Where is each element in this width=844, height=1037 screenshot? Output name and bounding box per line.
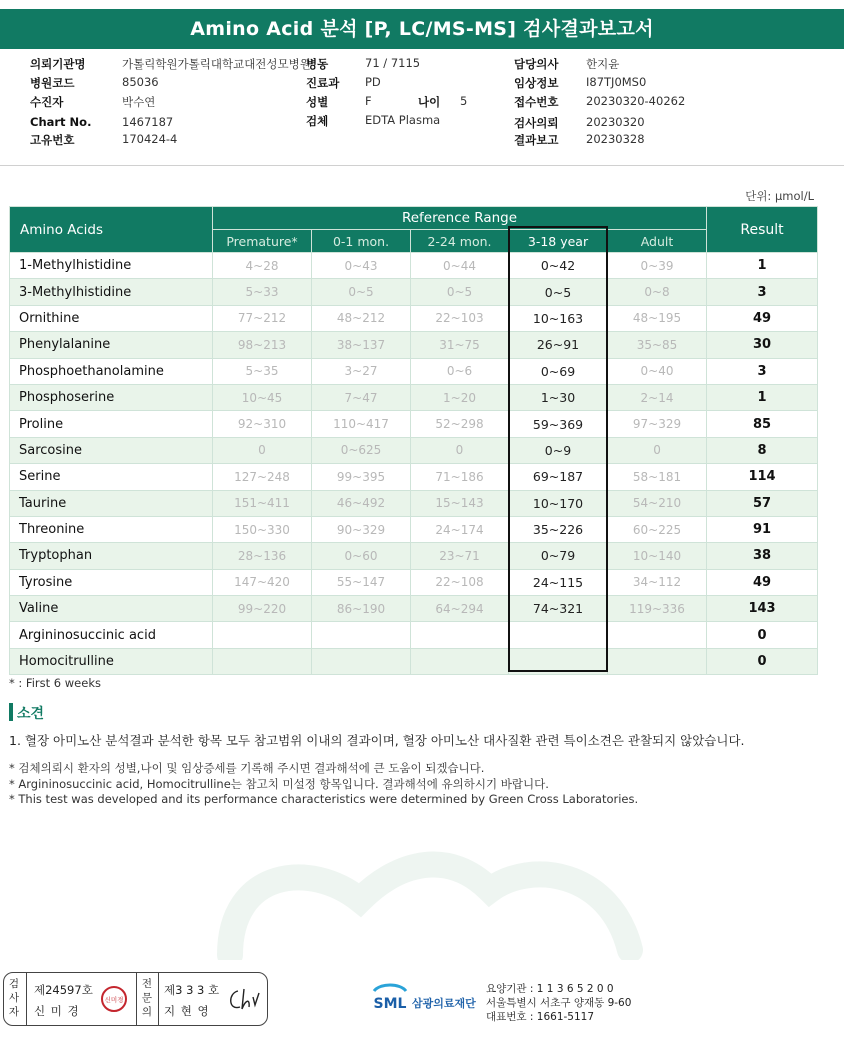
reference-range-cell: 0~625 bbox=[312, 437, 411, 463]
reference-range-cell: 99~395 bbox=[312, 464, 411, 490]
reference-range-cell: 10~140 bbox=[608, 543, 707, 569]
doctor-label: 담당의사 bbox=[514, 57, 559, 71]
reference-range-cell: 1~30 bbox=[509, 384, 608, 410]
specialist-license: 제3 3 3 호 bbox=[164, 983, 220, 997]
patient-value: 박수연 bbox=[122, 95, 156, 109]
svg-text:신미경: 신미경 bbox=[104, 996, 124, 1004]
reference-range-cell: 38~137 bbox=[312, 332, 411, 358]
reference-range-cell: 7~47 bbox=[312, 384, 411, 410]
reference-range-cell: 92~310 bbox=[213, 411, 312, 437]
col-header-reference-range: Reference Range bbox=[213, 207, 707, 230]
address: 서울특별시 서초구 양재동 9-60 bbox=[486, 997, 632, 1009]
amino-acid-name: Threonine bbox=[10, 516, 213, 542]
col-header-0-1-mon: 0-1 mon. bbox=[312, 230, 411, 253]
reference-range-cell: 35~226 bbox=[509, 516, 608, 542]
table-row bbox=[10, 543, 818, 569]
reference-range-cell: 90~329 bbox=[312, 516, 411, 542]
institution-value: 가톨릭학원가톨릭대학교대전성모병원 bbox=[122, 57, 311, 71]
specialist-vertical-label: 전 문 의 bbox=[141, 978, 153, 1018]
reference-range-cell: 0~40 bbox=[608, 358, 707, 384]
reference-range-cell: 31~75 bbox=[411, 332, 509, 358]
report-title: Amino Acid 분석 [P, LC/MS-MS] 검사결과보고서 bbox=[0, 9, 844, 49]
reference-range-cell: 64~294 bbox=[411, 596, 509, 622]
reference-range-cell: 35~85 bbox=[608, 332, 707, 358]
request-value: 20230320 bbox=[586, 115, 645, 129]
hospital-code-value: 85036 bbox=[122, 75, 159, 89]
specimen-value: EDTA Plasma bbox=[365, 113, 441, 127]
reference-range-cell: 150~330 bbox=[213, 516, 312, 542]
reference-range-cell: 0~5 bbox=[312, 279, 411, 305]
reference-range-cell: 110~417 bbox=[312, 411, 411, 437]
result-cell: 1 bbox=[707, 384, 818, 410]
table-row bbox=[10, 622, 818, 648]
reference-range-cell bbox=[608, 648, 707, 674]
result-cell: 3 bbox=[707, 279, 818, 305]
dept-value: PD bbox=[365, 75, 381, 89]
tester-license: 제24597호 bbox=[34, 983, 93, 997]
amino-acid-name: Sarcosine bbox=[10, 437, 213, 463]
reference-range-cell: 3~27 bbox=[312, 358, 411, 384]
ward-value: 71 / 7115 bbox=[365, 56, 421, 70]
amino-acid-name: Tryptophan bbox=[10, 543, 213, 569]
amino-acid-name: Phosphoethanolamine bbox=[10, 358, 213, 384]
reference-range-cell: 22~103 bbox=[411, 305, 509, 331]
reference-range-cell: 60~225 bbox=[608, 516, 707, 542]
section-marker bbox=[9, 703, 13, 721]
table-row bbox=[10, 437, 818, 463]
reference-range-cell: 99~220 bbox=[213, 596, 312, 622]
reference-range-cell: 98~213 bbox=[213, 332, 312, 358]
reference-range-cell: 1~20 bbox=[411, 384, 509, 410]
finding-text: 1. 혈장 아미노산 분석결과 분석한 항목 모두 참고범위 이내의 결과이며, 혈장 아미노산 대사질환 관련 특이소견은 관찰되지 않았습니다. bbox=[9, 733, 745, 748]
reference-range-cell: 0~60 bbox=[312, 543, 411, 569]
result-cell: 38 bbox=[707, 543, 818, 569]
org-name: 삼광의료재단 bbox=[412, 997, 476, 1010]
note-3: * This test was developed and its performance characteristics were determined by Green Cross Laboratories. bbox=[9, 792, 639, 806]
table-row bbox=[10, 279, 818, 305]
amino-acid-name: Phosphoserine bbox=[10, 384, 213, 410]
patient-label: 수진자 bbox=[30, 95, 64, 109]
reference-range-cell bbox=[509, 648, 608, 674]
reference-range-cell: 127~248 bbox=[213, 464, 312, 490]
reference-range-cell: 0~79 bbox=[509, 543, 608, 569]
result-cell: 30 bbox=[707, 332, 818, 358]
tester-seal-icon bbox=[100, 985, 128, 1013]
amino-acid-name: Phenylalanine bbox=[10, 332, 213, 358]
table-row bbox=[10, 384, 818, 410]
reference-range-cell: 55~147 bbox=[312, 569, 411, 595]
tester-name: 신 미 경 bbox=[34, 1004, 80, 1018]
header-divider bbox=[0, 165, 844, 166]
reference-range-cell: 48~212 bbox=[312, 305, 411, 331]
institution-label: 의뢰기관명 bbox=[30, 57, 86, 71]
reference-range-cell: 24~174 bbox=[411, 516, 509, 542]
reference-range-cell: 34~112 bbox=[608, 569, 707, 595]
reference-range-cell: 23~71 bbox=[411, 543, 509, 569]
reference-range-cell: 10~45 bbox=[213, 384, 312, 410]
reference-range-cell: 0~39 bbox=[608, 253, 707, 279]
reference-range-cell: 28~136 bbox=[213, 543, 312, 569]
reference-range-cell: 54~210 bbox=[608, 490, 707, 516]
table-row bbox=[10, 596, 818, 622]
col-header-premature: Premature* bbox=[213, 230, 312, 253]
reference-range-cell bbox=[312, 648, 411, 674]
ward-label: 병동 bbox=[306, 57, 329, 71]
patient-header bbox=[0, 52, 844, 156]
reference-range-cell: 26~91 bbox=[509, 332, 608, 358]
amino-acid-name: Homocitrulline bbox=[10, 648, 213, 674]
sex-value: F bbox=[365, 94, 372, 108]
signature-box bbox=[3, 972, 268, 1026]
report-date-value: 20230328 bbox=[586, 132, 645, 146]
reference-range-cell: 58~181 bbox=[608, 464, 707, 490]
reference-range-cell: 5~35 bbox=[213, 358, 312, 384]
reference-range-cell bbox=[509, 622, 608, 648]
care-code: 요양기관 : 1 1 3 6 5 2 0 0 bbox=[486, 983, 614, 995]
table-row bbox=[10, 253, 818, 279]
age-value: 5 bbox=[460, 94, 468, 108]
unique-no-label: 고유번호 bbox=[30, 133, 75, 147]
unit-label: 단위: μmol/L bbox=[745, 189, 814, 203]
specialist-name: 지 현 영 bbox=[164, 1004, 210, 1018]
reference-range-cell: 2~14 bbox=[608, 384, 707, 410]
sex-label: 성별 bbox=[306, 95, 329, 109]
section-title: 소견 bbox=[17, 706, 45, 722]
reference-range-cell: 0~8 bbox=[608, 279, 707, 305]
footnote: * : First 6 weeks bbox=[9, 676, 101, 690]
amino-acid-name: 1-Methylhistidine bbox=[10, 253, 213, 279]
table-row bbox=[10, 464, 818, 490]
table-row bbox=[10, 358, 818, 384]
table-row bbox=[10, 305, 818, 331]
reference-range-cell: 0~43 bbox=[312, 253, 411, 279]
reference-range-cell bbox=[312, 622, 411, 648]
reference-range-cell: 0~44 bbox=[411, 253, 509, 279]
reference-range-cell: 59~369 bbox=[509, 411, 608, 437]
reference-range-cell: 46~492 bbox=[312, 490, 411, 516]
reference-range-cell: 0~5 bbox=[411, 279, 509, 305]
result-cell: 114 bbox=[707, 464, 818, 490]
reference-range-cell bbox=[213, 648, 312, 674]
result-cell: 3 bbox=[707, 358, 818, 384]
reference-range-cell: 0~69 bbox=[509, 358, 608, 384]
amino-acid-name: Tyrosine bbox=[10, 569, 213, 595]
result-cell: 8 bbox=[707, 437, 818, 463]
reference-range-cell: 69~187 bbox=[509, 464, 608, 490]
hospital-code-label: 병원코드 bbox=[30, 76, 75, 90]
reference-range-cell: 147~420 bbox=[213, 569, 312, 595]
reference-range-cell: 74~321 bbox=[509, 596, 608, 622]
amino-acid-name: 3-Methylhistidine bbox=[10, 279, 213, 305]
col-header-3-18-year: 3-18 year bbox=[509, 230, 608, 253]
chart-no-value: 1467187 bbox=[122, 115, 174, 129]
result-cell: 49 bbox=[707, 569, 818, 595]
reference-range-cell: 86~190 bbox=[312, 596, 411, 622]
reference-range-cell bbox=[213, 622, 312, 648]
reference-range-cell: 24~115 bbox=[509, 569, 608, 595]
reference-range-cell: 77~212 bbox=[213, 305, 312, 331]
reference-range-cell bbox=[608, 622, 707, 648]
table-row bbox=[10, 569, 818, 595]
specialist-signature-icon bbox=[226, 985, 264, 1015]
reference-range-cell: 71~186 bbox=[411, 464, 509, 490]
reference-range-cell: 0~5 bbox=[509, 279, 608, 305]
reference-range-cell: 0 bbox=[608, 437, 707, 463]
receipt-value: 20230320-40262 bbox=[586, 94, 686, 108]
reference-range-cell: 0~9 bbox=[509, 437, 608, 463]
doctor-value: 한지윤 bbox=[586, 57, 620, 71]
reference-range-cell: 10~163 bbox=[509, 305, 608, 331]
result-cell: 143 bbox=[707, 596, 818, 622]
reference-range-cell: 0 bbox=[411, 437, 509, 463]
sml-logo-icon bbox=[370, 981, 410, 1019]
phone: 대표번호 : 1661-5117 bbox=[486, 1011, 595, 1023]
result-cell: 85 bbox=[707, 411, 818, 437]
result-cell: 0 bbox=[707, 648, 818, 674]
reference-range-cell bbox=[411, 648, 509, 674]
amino-acid-name: Valine bbox=[10, 596, 213, 622]
reference-range-cell: 15~143 bbox=[411, 490, 509, 516]
amino-acid-name: Serine bbox=[10, 464, 213, 490]
unique-no-value: 170424-4 bbox=[122, 132, 178, 146]
result-cell: 49 bbox=[707, 305, 818, 331]
table-row bbox=[10, 490, 818, 516]
clinical-value: I87TJ0MS0 bbox=[586, 75, 647, 89]
reference-range-cell: 119~336 bbox=[608, 596, 707, 622]
table-row bbox=[10, 411, 818, 437]
col-header-amino-acids: Amino Acids bbox=[10, 207, 213, 253]
age-label: 나이 bbox=[418, 95, 441, 109]
reference-range-cell: 0~6 bbox=[411, 358, 509, 384]
watermark-logo bbox=[190, 840, 660, 960]
note-1: * 검체의뢰시 환자의 성별,나이 및 임상증세를 기록해 주시면 결과해석에 큰 도움이 되겠습니다. bbox=[9, 761, 485, 775]
table-row bbox=[10, 516, 818, 542]
specimen-label: 검체 bbox=[306, 114, 329, 128]
reference-range-cell: 5~33 bbox=[213, 279, 312, 305]
reference-range-cell: 10~170 bbox=[509, 490, 608, 516]
reference-range-cell bbox=[411, 622, 509, 648]
amino-acid-name: Argininosuccinic acid bbox=[10, 622, 213, 648]
amino-acid-name: Ornithine bbox=[10, 305, 213, 331]
col-header-adult: Adult bbox=[608, 230, 707, 253]
table-row bbox=[10, 332, 818, 358]
tester-vertical-label: 검 사 자 bbox=[8, 978, 20, 1018]
reference-range-cell: 0 bbox=[213, 437, 312, 463]
svg-text:SML: SML bbox=[373, 996, 407, 1012]
amino-acid-name: Taurine bbox=[10, 490, 213, 516]
result-cell: 57 bbox=[707, 490, 818, 516]
table-row bbox=[10, 648, 818, 674]
reference-range-cell: 4~28 bbox=[213, 253, 312, 279]
reference-range-cell: 22~108 bbox=[411, 569, 509, 595]
result-cell: 1 bbox=[707, 253, 818, 279]
reference-range-cell: 97~329 bbox=[608, 411, 707, 437]
reference-range-cell: 52~298 bbox=[411, 411, 509, 437]
result-cell: 0 bbox=[707, 622, 818, 648]
report-date-label: 결과보고 bbox=[514, 133, 559, 147]
col-header-result: Result bbox=[707, 207, 818, 253]
request-label: 검사의뢰 bbox=[514, 116, 559, 130]
note-2: * Argininosuccinic acid, Homocitrulline는 참고치 미설정 항목입니다. 결과해석에 유의하시기 바랍니다. bbox=[9, 777, 549, 791]
result-cell: 91 bbox=[707, 516, 818, 542]
chart-no-label: Chart No. bbox=[30, 115, 92, 129]
dept-label: 진료과 bbox=[306, 76, 340, 90]
clinical-label: 임상정보 bbox=[514, 76, 559, 90]
reference-range-cell: 0~42 bbox=[509, 253, 608, 279]
reference-range-cell: 48~195 bbox=[608, 305, 707, 331]
amino-acid-name: Proline bbox=[10, 411, 213, 437]
col-header-2-24-mon: 2-24 mon. bbox=[411, 230, 509, 253]
reference-range-cell: 151~411 bbox=[213, 490, 312, 516]
footer-address bbox=[486, 982, 631, 1024]
amino-acid-table bbox=[9, 206, 818, 675]
receipt-label: 접수번호 bbox=[514, 95, 559, 109]
